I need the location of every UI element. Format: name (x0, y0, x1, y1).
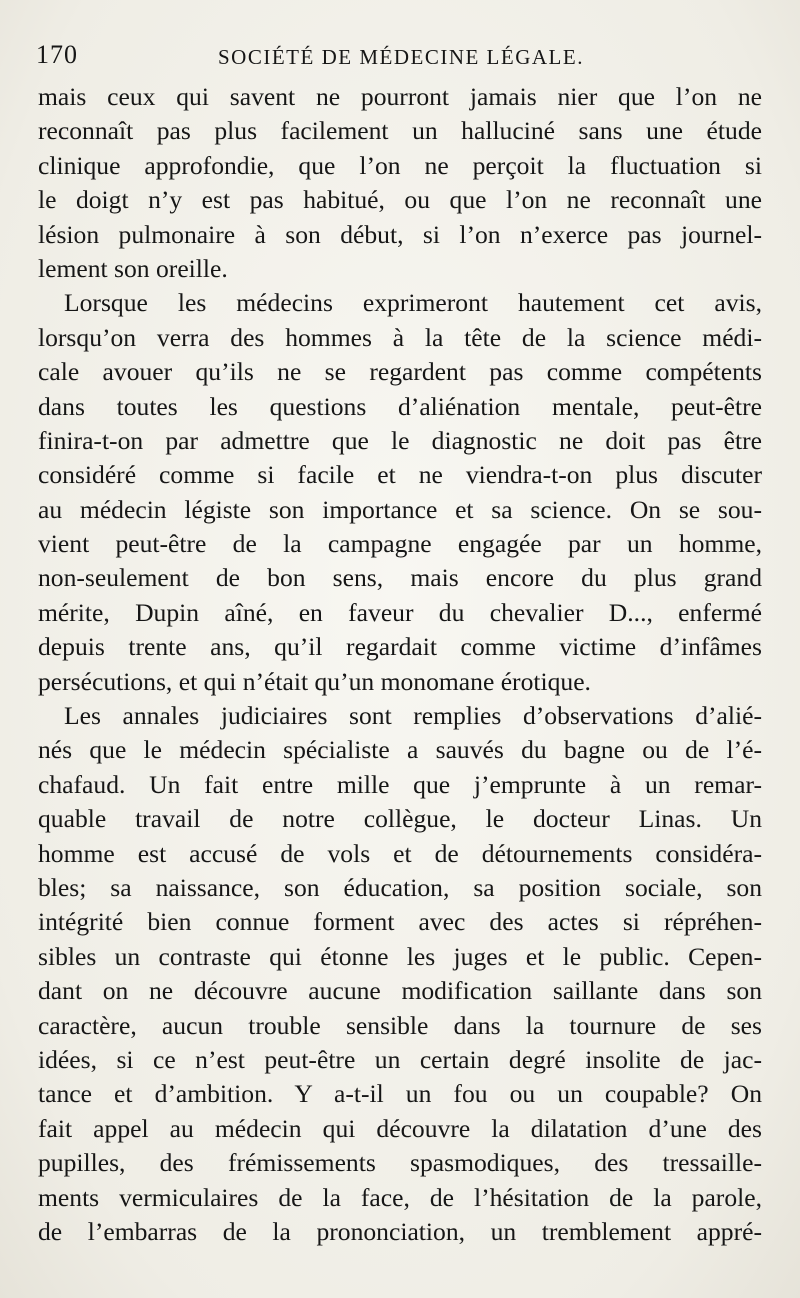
running-head: SOCIÉTÉ DE MÉDECINE LÉGALE. (218, 45, 584, 69)
text-line: fait appel au médecin qui découvre la dilatation d’une des (38, 1113, 762, 1143)
paragraph-start-line: Les annales judiciaires sont remplies d’observations d’alié- (64, 701, 762, 731)
text-line: finira-t-on par admettre que le diagnostic ne doit pas être (38, 425, 762, 455)
page-header (36, 40, 760, 74)
text-line: lésion pulmonaire à son début, si l’on n’exerce pas journel- (38, 219, 762, 249)
text-line: intégrité bien connue forment avec des actes si répréhen- (38, 907, 762, 937)
text-line: vient peut-être de la campagne engagée par un homme, (38, 529, 762, 559)
text-line: mérite, Dupin aîné, en faveur du chevalier D..., enfermé (38, 597, 762, 627)
text-line: bles; sa naissance, son éducation, sa position sociale, son (38, 872, 762, 902)
text-line: ments vermiculaires de la face, de l’hésitation de la parole, (38, 1182, 762, 1212)
text-line: dant on ne découvre aucune modification saillante dans son (38, 976, 762, 1006)
body-text (38, 80, 762, 1249)
text-line: persécutions, et qui n’était qu’un monomane érotique. (38, 666, 591, 696)
text-line: quable travail de notre collègue, le docteur Linas. Un (38, 804, 762, 834)
text-line: caractère, aucun trouble sensible dans la tournure de ses (38, 1010, 762, 1040)
paragraph-start-line: Lorsque les médecins exprimeront hautement cet avis, (64, 288, 762, 318)
text-line: nés que le médecin spécialiste a sauvés du bagne ou de l’é- (38, 735, 762, 765)
page-number: 170 (36, 40, 78, 69)
text-line: de l’embarras de la prononciation, un tremblement appré- (38, 1216, 762, 1246)
text-line: depuis trente ans, qu’il regardait comme victime d’infâmes (38, 632, 762, 662)
text-line: le doigt n’y est pas habitué, ou que l’on ne reconnaît une (38, 185, 762, 215)
text-line: lement son oreille. (38, 253, 228, 283)
text-line: dans toutes les questions d’aliénation mentale, peut-être (38, 391, 762, 421)
text-line: considéré comme si facile et ne viendra-t-on plus discuter (38, 460, 762, 490)
text-line: cale avouer qu’ils ne se regardent pas comme compétents (38, 357, 762, 387)
text-line: lorsqu’on verra des hommes à la tête de la science médi- (38, 322, 762, 352)
text-line: homme est accusé de vols et de détournements considéra- (38, 838, 762, 868)
text-line: non-seulement de bon sens, mais encore du plus grand (38, 563, 762, 593)
text-line: chafaud. Un fait entre mille que j’emprunte à un remar- (38, 769, 762, 799)
text-line: mais ceux qui savent ne pourront jamais nier que l’on ne (38, 82, 762, 111)
text-line: idées, si ce n’est peut-être un certain degré insolite de jac- (38, 1044, 762, 1074)
text-line: pupilles, des frémissements spasmodiques, des tressaille- (38, 1148, 762, 1178)
text-line: clinique approfondie, que l’on ne perçoit la fluctuation si (38, 150, 762, 180)
text-line: tance et d’ambition. Y a-t-il un fou ou un coupable? On (38, 1079, 762, 1109)
text-line: au médecin légiste son importance et sa science. On se sou- (38, 494, 762, 524)
text-line: sibles un contraste qui étonne les juges et le public. Cepen- (38, 941, 762, 971)
text-line: reconnaît pas plus facilement un halluciné sans une étude (38, 116, 762, 146)
